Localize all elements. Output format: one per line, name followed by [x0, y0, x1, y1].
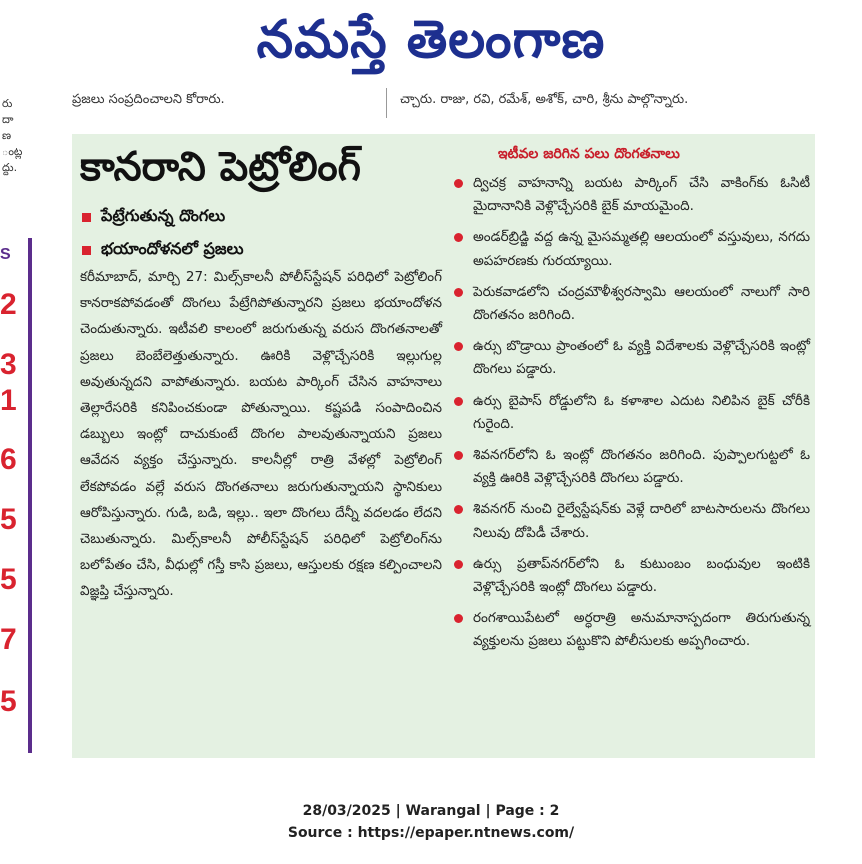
- round-bullet-icon: [454, 560, 463, 569]
- left-column-fragment: [0, 88, 32, 758]
- sidebar-list: [454, 172, 810, 662]
- previous-articles-strip: [0, 88, 862, 118]
- round-bullet-icon: [454, 342, 463, 351]
- list-item: ఉర్సు బైపాస్ రోడ్డులోని ఓ కళాశాల ఎదుట నిలిపిన బైక్ చోరీకి గురైంది.: [454, 390, 810, 436]
- sidebar-heading: ఇటీవల జరిగిన పలు దొంగతనాలు: [498, 146, 680, 162]
- panel-number: 2: [0, 288, 17, 321]
- edition-info: 28/03/2025 | Warangal | Page : 2: [302, 803, 560, 819]
- panel-number: 5: [0, 503, 17, 536]
- list-item: శివనగర్ నుంచి రైల్వేస్టేషన్‌కు వెళ్లే దారిలో బాటసారులను దొంగలు నిలువు దోపిడీ చేశారు.: [454, 498, 810, 544]
- left-column-snippet: రు దా ణ ంట్ల ద్దు.: [2, 97, 23, 174]
- bullet-item: భయాందోళనలో ప్రజలు: [82, 239, 442, 262]
- list-item: పెరుకవాడలోని చంద్రమౌళీశ్వరస్వామి ఆలయంలో నాలుగో సారి దొంగతనం జరిగింది.: [454, 281, 810, 327]
- list-item: ద్విచక్ర వాహనాన్ని బయట పార్కింగ్ చేసి వాకింగ్‌కు ఓసిటీ మైదానానికి వెళ్లొచ్చేసరికి బైక్ మాయమైంది.: [454, 172, 810, 218]
- list-item: ఉర్సు బొడ్రాయి ప్రాంతంలో ఓ వ్యక్తి విదేశాలకు వెళ్లొచ్చేసరికి ఇంట్లో దొంగలు పడ్డారు.: [454, 335, 810, 381]
- panel-number: 1: [0, 384, 17, 417]
- panel-number: 3: [0, 348, 17, 381]
- list-item: ఉర్సు ప్రతాప్‌నగర్‌లోని ఓ కుటుంబం బంధువుల ఇంటికి వెళ్లొచ్చేసరికి ఇంట్లో దొంగలు పడ్డారు.: [454, 553, 810, 599]
- round-bullet-icon: [454, 288, 463, 297]
- list-item: రంగశాయిపేటలో అర్ధరాత్రి అనుమానాస్పదంగా తిరుగుతున్న వ్యక్తులను ప్రజలు పట్టుకొని పోలీసులకు అప్పగించారు.: [454, 607, 810, 653]
- newspaper-logo: నమస్తే తెలంగాణ: [256, 9, 606, 70]
- previous-article-right-line: చ్చారు. రాజు, రవి, రమేశ్, అశోక్, చారి, శ్రీను పాల్గొన్నారు.: [400, 92, 689, 107]
- bullet-item: పేట్రేగుతున్న దొంగలు: [82, 206, 442, 229]
- article-box: [72, 134, 815, 758]
- article-headline: కానరాని పెట్రోలింగ్: [80, 144, 361, 190]
- list-item: శివనగర్‌లోని ఓ ఇంట్లో దొంగతనం జరిగింది. పుప్పాలగుట్టలో ఓ వ్యక్తి ఊరికి వెళ్లొచ్చేసరికి దొంగలు పడ్డారు.: [454, 444, 810, 490]
- left-number-panel: [0, 238, 32, 753]
- panel-letter: S: [0, 246, 11, 263]
- headline-bullets: [82, 206, 442, 272]
- list-item: అండర్‌బ్రిడ్జి వద్ద ఉన్న మైసమ్మతల్లి ఆలయంలో వస్తువులు, నగదు అపహరణకు గురయ్యాయి.: [454, 226, 810, 272]
- page-footer: [0, 800, 862, 844]
- panel-number: 5: [0, 563, 17, 596]
- column-divider: [386, 88, 387, 118]
- panel-number: 6: [0, 443, 17, 476]
- round-bullet-icon: [454, 179, 463, 188]
- round-bullet-icon: [454, 451, 463, 460]
- panel-number: 5: [0, 685, 17, 718]
- square-bullet-icon: [82, 213, 91, 222]
- round-bullet-icon: [454, 397, 463, 406]
- round-bullet-icon: [454, 614, 463, 623]
- masthead: [0, 0, 862, 82]
- source-link[interactable]: Source : https://epaper.ntnews.com/: [287, 825, 575, 841]
- square-bullet-icon: [82, 246, 91, 255]
- article-body: కరీమాబాద్, మార్చి 27: మిల్స్‌కాలనీ పోలీస్‌స్టేషన్ పరిధిలో పెట్రోలింగ్ కానరాకపోవడంతో దొంగలు పేట్రేగిపోతున్నారని ప్రజలు భయాందోళన చెందుతున్నారు. ఇటీవలి కాలంలో జరుగుతున్న వరుస దొంగతనాలతో ప్రజలు బెంబేలెత్తుతున్నారు. ఊరికి వెళ్లొచ్చేసరికి ఇల్లుగుల్ల అవుతున్నదని వాపోతున్నారు. బయట పార్కింగ్ చేసిన వాహనాలు తెల్లారేసరికి కనిపించకుండా పోతున్నాయి. కష్టపడి సంపాదించిన డబ్బులు ఇంట్లో దాచుకుంటే దొంగల పాలవుతున్నాయని ప్రజలు ఆవేదన వ్యక్తం చేస్తున్నారు. కాలనీల్లో రాత్రి వేళల్లో పెట్రోలింగ్ లేకపోవడం వల్లే వరుస దొంగతనాలు జరుగుతున్నాయని స్థానికులు ఆరోపిస్తున్నారు. గుడి, బడి, ఇల్లు.. ఇలా దొంగలు దేన్నీ వదలడం లేదని చెబుతున్నారు. మిల్స్‌కాలనీ పోలీస్‌స్టేషన్ పరిధిలో పెట్రోలింగ్‌ను బలోపేతం చేసి, వీధుల్లో గస్తీ కాసి ప్రజలు, ఆస్తులకు రక్షణ కల్పించాలని విజ్ఞప్తి చేస్తున్నారు.: [80, 269, 442, 600]
- previous-article-left-line: ప్రజలు సంప్రదించాలని కోరారు.: [72, 92, 225, 107]
- panel-number: 7: [0, 623, 17, 656]
- round-bullet-icon: [454, 505, 463, 514]
- round-bullet-icon: [454, 233, 463, 242]
